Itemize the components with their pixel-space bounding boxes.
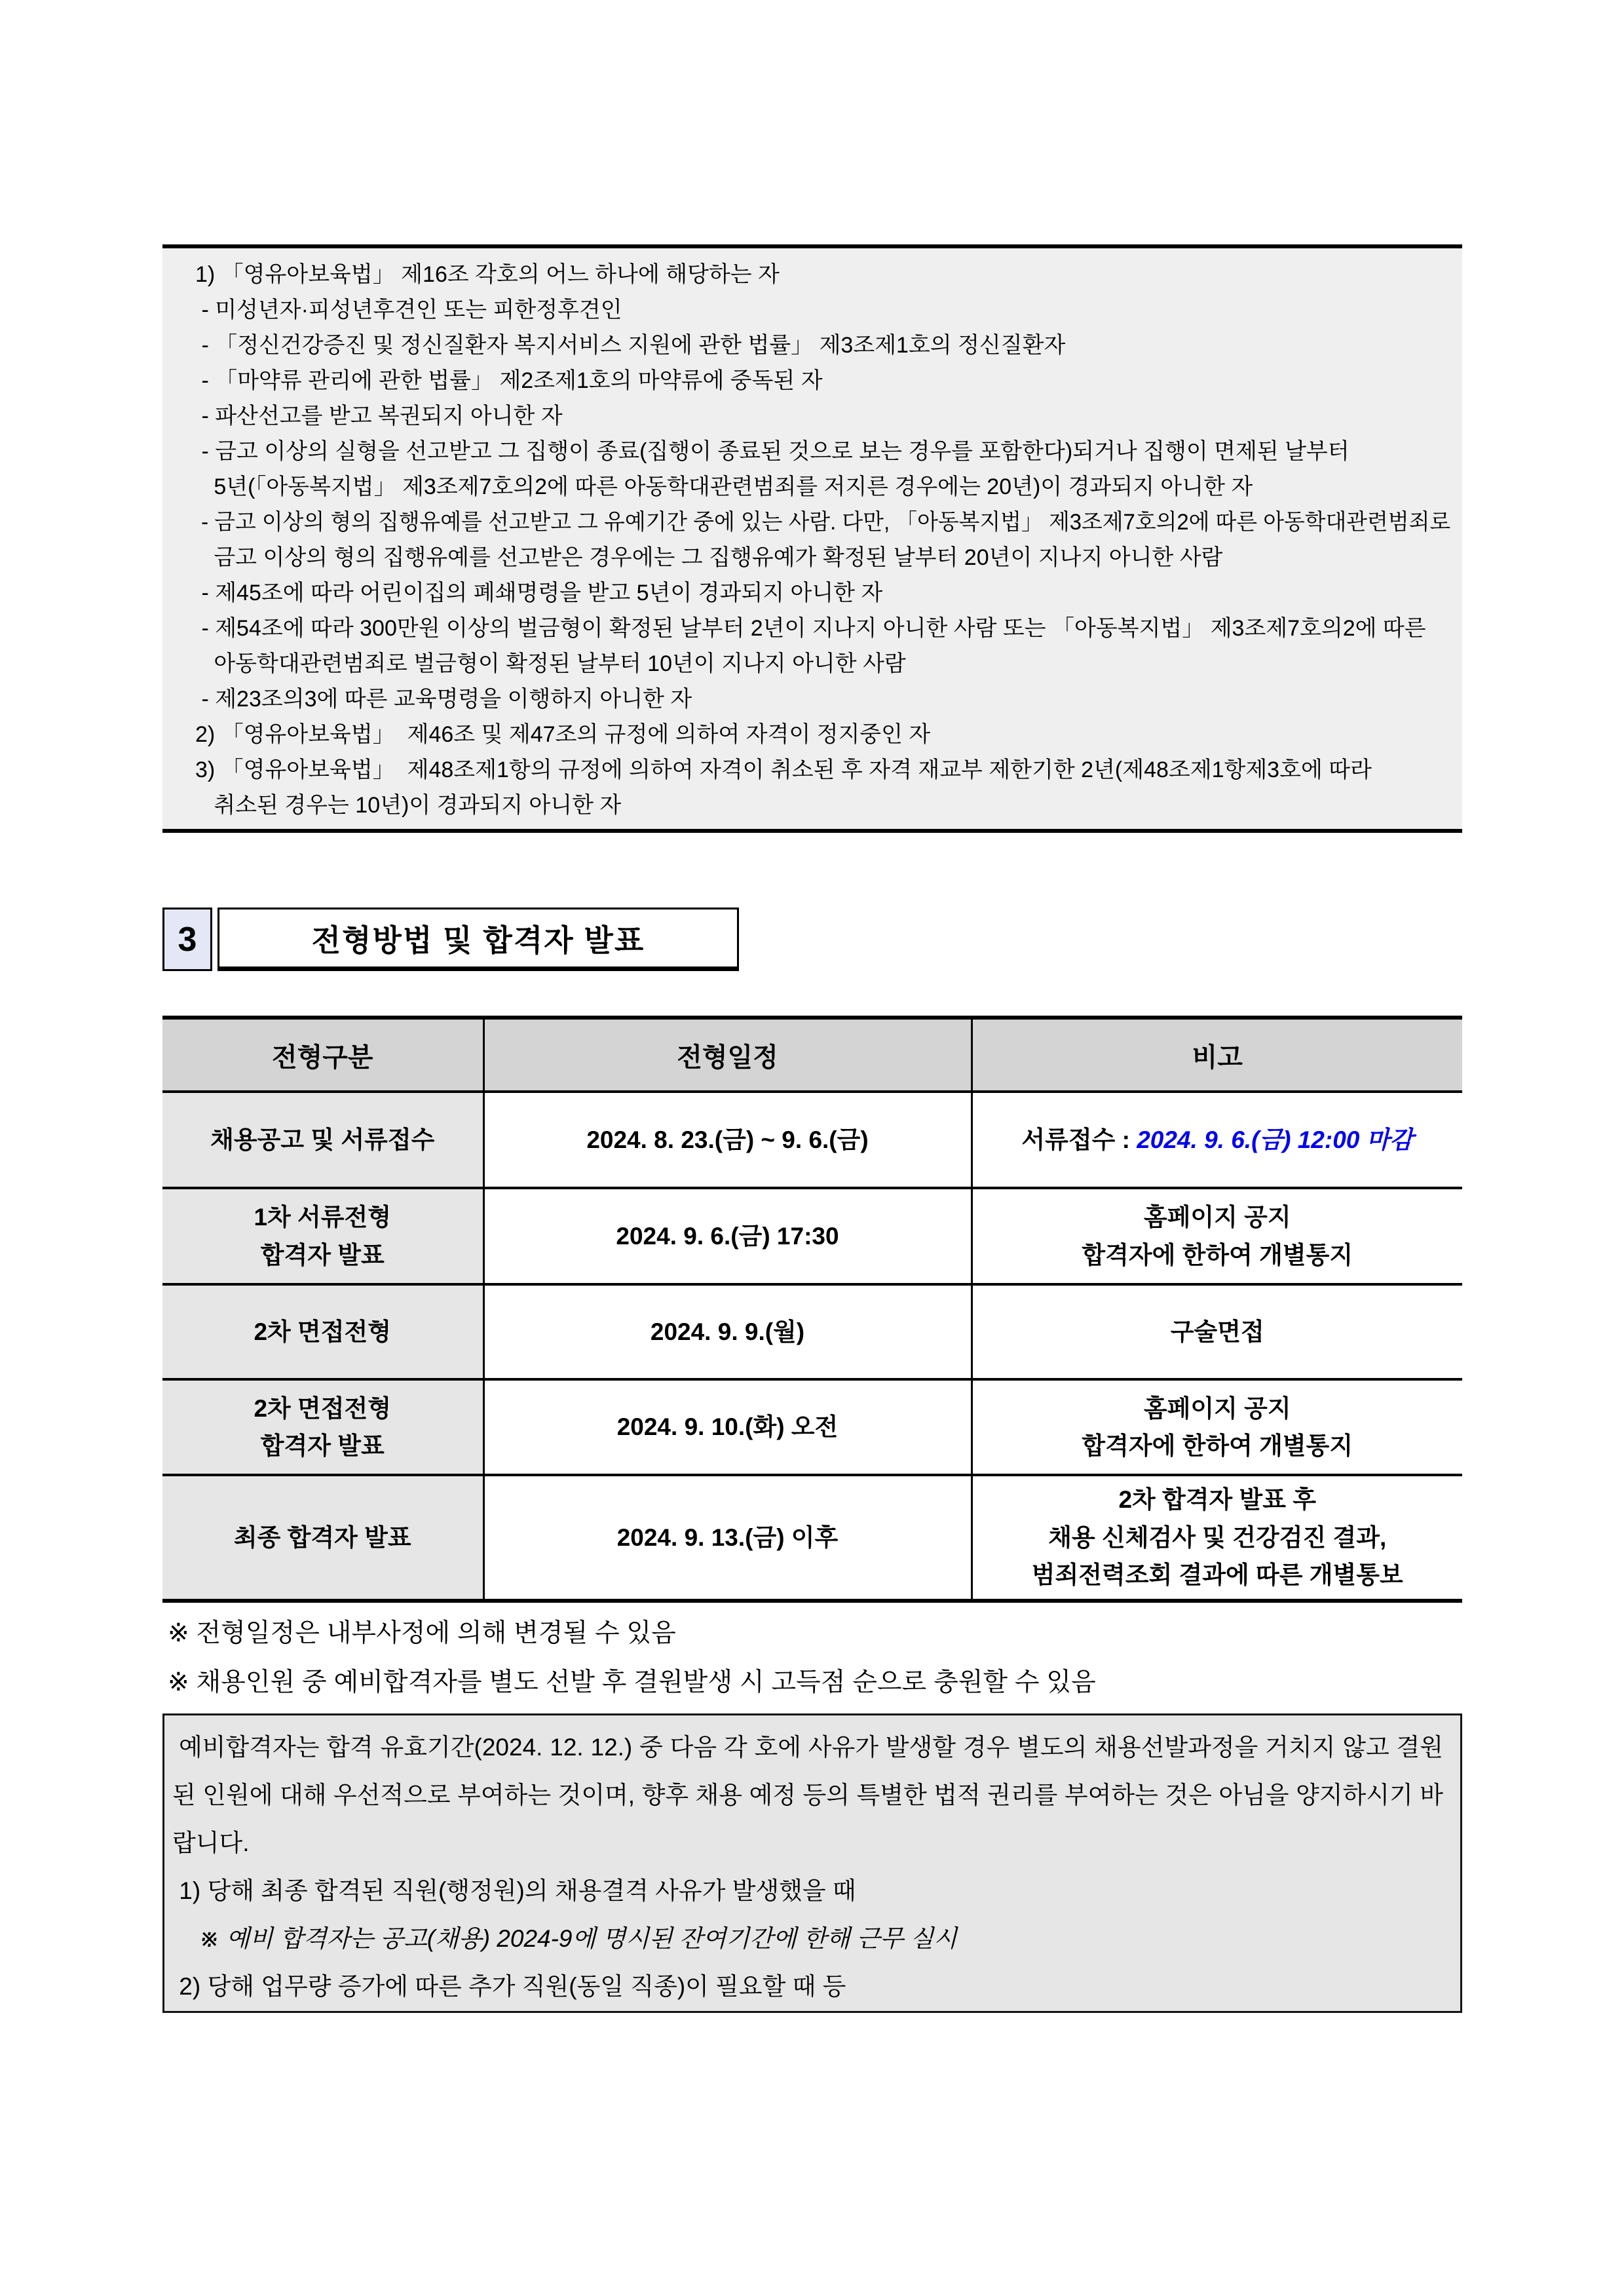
remark-deadline-highlight: 2024. 9. 6.(금) 12:00 마감 (1137, 1126, 1414, 1153)
cell-line: 범죄전력조회 결과에 따른 개별통보 (1031, 1561, 1403, 1589)
table-row (162, 1379, 1462, 1475)
table-row (162, 1092, 1462, 1188)
disqualification-line: - 「정신건강증진 및 정신질환자 복지서비스 지원에 관한 법률」 제3조제1호의 정신질환자 (195, 333, 1066, 358)
cell-category (162, 1092, 483, 1188)
cell-line: 2024. 9. 13.(금) 이후 (616, 1523, 839, 1551)
disqualification-box (162, 244, 1462, 833)
cell-remark (972, 1475, 1462, 1601)
disqualification-line: - 파산선고를 받고 복권되지 아니한 자 (195, 404, 563, 429)
cell-line: 합격자 발표 (260, 1432, 385, 1459)
cell-line: 2024. 9. 9.(월) (650, 1318, 805, 1345)
cell-category (162, 1284, 483, 1379)
cell-line: 1차 서류전형 (254, 1204, 392, 1231)
cell-line: 2024. 9. 10.(화) 오전 (616, 1413, 839, 1441)
cell-line: 홈페이지 공지 (1143, 1394, 1291, 1422)
header-category: 전형구분 (162, 1018, 483, 1092)
table-header-row (162, 1018, 1462, 1092)
cell-line: 채용공고 및 서류접수 (210, 1126, 435, 1153)
note-line: ※ 채용인원 중 예비합격자를 별도 선발 후 결원발생 시 고득점 순으로 충원할 수 있음 (168, 1668, 1096, 1696)
cell-schedule (483, 1475, 972, 1601)
table-notes (168, 1617, 1462, 1715)
disqualification-line: - 금고 이상의 실형을 선고받고 그 집행이 종료(집행이 종료된 것으로 보는 경우를 포함한다)되거나 집행이 면제된 날부터 (195, 439, 1350, 464)
disqualification-line: - 제54조에 따라 300만원 이상의 벌금형이 확정된 날부터 2년이 지나지 아니한 사람 또는 「아동복지법」 제3조제7호의2에 따른 (195, 616, 1426, 641)
disqualification-line: 5년(「아동복지법」 제3조제7호의2에 따른 아동학대관련범죄를 저지른 경우에는 20년)이 경과되지 아니한 자 (195, 474, 1253, 499)
cell-line: 2024. 9. 6.(금) 17:30 (616, 1222, 839, 1250)
cell-schedule (483, 1379, 972, 1475)
schedule-table (162, 1016, 1462, 1603)
section-number-badge (162, 908, 212, 971)
cell-line: 2차 면접전형 (254, 1394, 392, 1422)
cell-line: 2차 합격자 발표 후 (1118, 1486, 1317, 1514)
cell-line (978, 1121, 1458, 1158)
disqualification-line: 취소된 경우는 10년)이 경과되지 아니한 자 (195, 793, 622, 818)
header-schedule: 전형일정 (483, 1018, 972, 1092)
cell-remark (972, 1188, 1462, 1284)
section-title: 전형방법 및 합격자 발표 (311, 923, 645, 957)
disqualification-line: 3) 「영유아보육법」 제48조제1항의 규정에 의하여 자격이 취소된 후 자격 재교부 제한기한 2년(제48조제1항제3호에 따라 (195, 757, 1372, 782)
reserve-paragraph: 예비합격자는 합격 유효기간(2024. 12. 12.) 중 다음 각 호에 사유가 발생할 경우 별도의 채용선발과정을 거치지 않고 결원된 인원에 대해 우선적으로 부여하는 것이며, 향후 채용 예정 등의 특별한 법적 권리를 부여하는 것은 아님을 양지하시기 바랍니다. (172, 1734, 1443, 1856)
cell-category (162, 1188, 483, 1284)
disqualification-line: 아동학대관련범죄로 벌금형이 확정된 날부터 10년이 지나지 아니한 사람 (195, 651, 906, 676)
reserve-item-2: 2) 당해 업무량 증가에 따른 추가 직원(동일 직종)이 필요할 때 등 (172, 1973, 846, 2000)
cell-line: 채용 신체검사 및 건강검진 결과, (1048, 1523, 1387, 1551)
section-number: 3 (178, 920, 197, 959)
cell-remark (972, 1092, 1462, 1188)
cell-schedule (483, 1284, 972, 1379)
cell-line: 최종 합격자 발표 (233, 1523, 411, 1551)
disqualification-line: 금고 이상의 형의 집행유예를 선고받은 경우에는 그 집행유예가 확정된 날부터 20년이 지나지 아니한 사람 (195, 545, 1223, 570)
remark-prefix: 서류접수 : (1021, 1126, 1137, 1153)
reserve-candidates-box (162, 1713, 1462, 2013)
disqualification-line: 2) 「영유아보육법」 제46조 및 제47조의 규정에 의하여 자격이 정지중인 자 (195, 722, 931, 747)
cell-schedule (483, 1092, 972, 1188)
disqualification-line: - 제23조의3에 따른 교육명령을 이행하지 아니한 자 (195, 687, 692, 712)
disqualification-line: 1) 「영유아보육법」 제16조 각호의 어느 하나에 해당하는 자 (195, 262, 780, 287)
cell-line: 합격자 발표 (260, 1241, 385, 1269)
header-remark: 비고 (972, 1018, 1462, 1092)
table-row (162, 1475, 1462, 1601)
table-row (162, 1188, 1462, 1284)
cell-line: 홈페이지 공지 (1143, 1204, 1291, 1231)
cell-line: 구술면접 (1170, 1318, 1264, 1345)
disqualification-line: - 미성년자·피성년후견인 또는 피한정후견인 (195, 297, 622, 322)
section-title-box (217, 908, 739, 971)
cell-line: 합격자에 한하여 개별통지 (1082, 1432, 1353, 1459)
cell-line: 합격자에 한하여 개별통지 (1082, 1241, 1353, 1269)
cell-line: 2차 면접전형 (254, 1318, 392, 1345)
cell-remark (972, 1284, 1462, 1379)
reserve-item-1-note: ※ 예비 합격자는 공고(채용) 2024-9에 명시된 잔여기간에 한해 근무 실시 (172, 1925, 958, 1952)
cell-line: 2024. 8. 23.(금) ~ 9. 6.(금) (586, 1126, 869, 1153)
disqualification-line: - 금고 이상의 형의 집행유예를 선고받고 그 유예기간 중에 있는 사람. 다만, 「아동복지법」 제3조제7호의2에 따른 아동학대관련범죄로 (195, 510, 1451, 535)
cell-category (162, 1379, 483, 1475)
cell-schedule (483, 1188, 972, 1284)
disqualification-line: - 「마약류 관리에 관한 법률」 제2조제1호의 마약류에 중독된 자 (195, 368, 823, 393)
cell-remark (972, 1379, 1462, 1475)
cell-category (162, 1475, 483, 1601)
reserve-item-1: 1) 당해 최종 합격된 직원(행정원)의 채용결격 사유가 발생했을 때 (172, 1877, 856, 1904)
note-line: ※ 전형일정은 내부사정에 의해 변경될 수 있음 (168, 1619, 676, 1647)
table-row (162, 1284, 1462, 1379)
disqualification-line: - 제45조에 따라 어린이집의 폐쇄명령을 받고 5년이 경과되지 아니한 자 (195, 581, 883, 605)
